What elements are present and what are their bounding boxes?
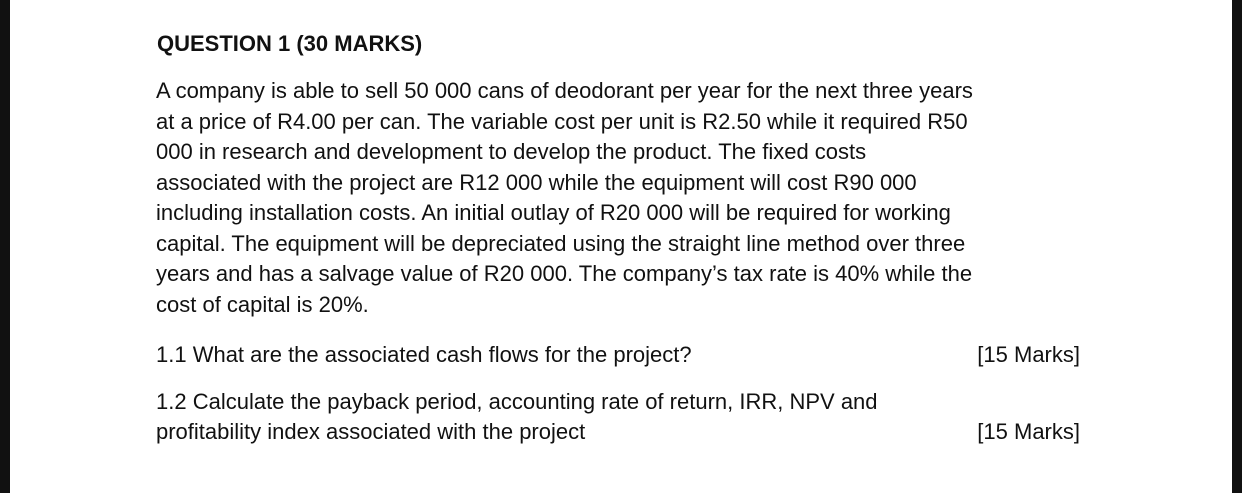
question-heading: QUESTION 1 (30 MARKS) (157, 31, 423, 56)
paragraph-line: cost of capital is 20%. (156, 291, 369, 317)
question-1-1-text: 1.1 What are the associated cash flows for the project? (156, 342, 692, 367)
paragraph-line: capital. The equipment will be depreciated using the straight line method over three (156, 230, 966, 256)
question-1-2-text-line-2: profitability index associated with the project (156, 419, 586, 444)
document-page (10, 0, 1232, 493)
question-1-1-marks: [15 Marks] (977, 342, 1080, 367)
paragraph-line: at a price of R4.00 per can. The variable cost per unit is R2.50 while it required R50 (156, 108, 968, 134)
question-1-2-marks: [15 Marks] (977, 419, 1080, 444)
question-1-2-text-line-1: 1.2 Calculate the payback period, accounting rate of return, IRR, NPV and (156, 389, 878, 414)
paragraph-line: including installation costs. An initial outlay of R20 000 will be required for working (156, 200, 951, 225)
paragraph-line: years and has a salvage value of R20 000. The company’s tax rate is 40% while the (156, 261, 973, 286)
paragraph-line: associated with the project are R12 000 while the equipment will cost R90 000 (156, 169, 917, 195)
paragraph-line: 000 in research and development to develop the product. The fixed costs (156, 139, 867, 164)
paragraph-line: A company is able to sell 50 000 cans of deodorant per year for the next three years (156, 78, 973, 103)
question-paragraph (156, 76, 1096, 320)
